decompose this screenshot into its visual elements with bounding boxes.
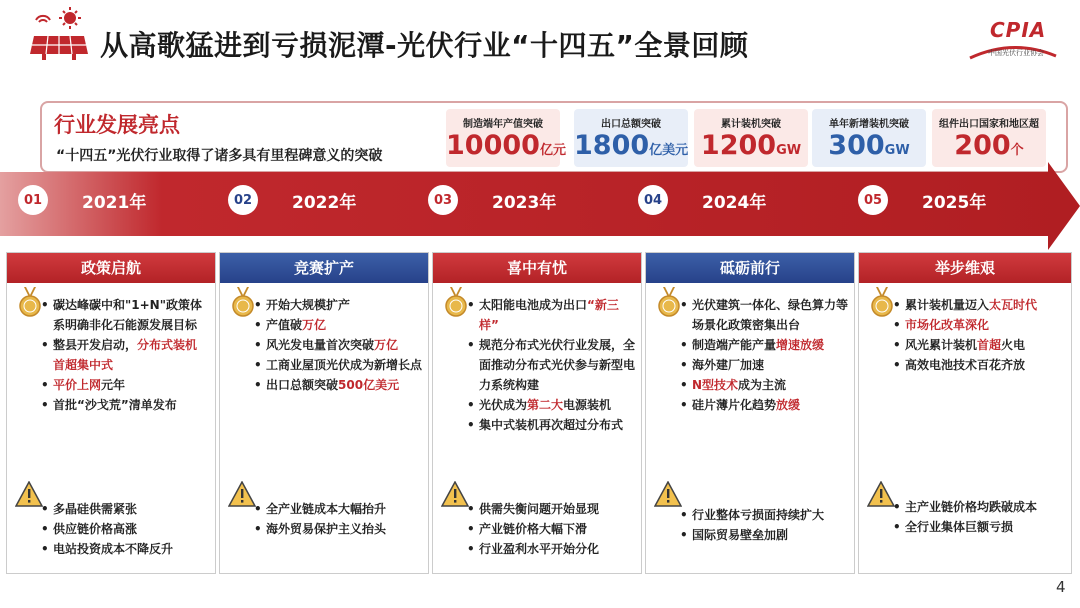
item-text: 制造端产能产量 [692, 338, 777, 352]
column-heading: 竞赛扩产 [220, 253, 428, 283]
column-heading: 砥砺前行 [646, 253, 854, 283]
item-text: 太阳能电池成为出口 [479, 298, 588, 312]
item-text: 供应链价格高涨 [53, 522, 138, 536]
positive-item [41, 335, 209, 375]
item-text: 光伏建筑一体化、绿色算力等场景化政策密集出台 [692, 298, 849, 332]
item-text: 集中式装机再次超过分布式 [479, 418, 624, 432]
stat-value: 300GW [828, 130, 910, 161]
item-text: 规范分布式光伏行业发展，全面推动分布式光伏参与新型电力系统构建 [479, 338, 636, 392]
positive-item [467, 295, 635, 335]
org-logo-text: CPIA [990, 18, 1047, 42]
negative-item [680, 505, 848, 525]
highlight-text: 分布式装机首超集中式 [53, 338, 198, 372]
negative-item [893, 517, 1065, 537]
timeline-item-2024 [638, 186, 766, 214]
positive-item [254, 335, 422, 355]
positive-item [893, 355, 1065, 375]
year-number-badge: 01 [18, 185, 48, 215]
positive-item [680, 355, 848, 375]
item-text: 国际贸易壁垒加剧 [692, 528, 789, 542]
item-text: 电源装机 [563, 398, 612, 412]
highlight-text: 首超 [977, 338, 1002, 352]
item-text: 风光发电量首次突破 [266, 338, 375, 352]
positive-item [41, 375, 209, 395]
timeline-item-2022 [228, 186, 356, 214]
negative-item [893, 497, 1065, 517]
negative-list [893, 497, 1065, 537]
year-label: 2022年 [292, 192, 357, 213]
positive-item [467, 335, 635, 395]
column-2022 [219, 252, 429, 574]
positive-item [680, 375, 848, 395]
item-text: 火电 [1001, 338, 1026, 352]
item-text: 多晶硅供需紧张 [53, 502, 138, 516]
stat-cumulative-capacity [694, 109, 808, 167]
item-text: 供需失衡问题开始显现 [479, 502, 600, 516]
stat-label: 制造端年产值突破 [463, 119, 543, 130]
solar-panel-sun-icon [28, 6, 90, 62]
negative-item [41, 499, 209, 519]
item-text: 成为主流 [738, 378, 787, 392]
year-number-badge: 03 [428, 185, 458, 215]
positive-item [680, 395, 848, 415]
highlight-text: 放缓 [776, 398, 801, 412]
stat-value: 1200GW [700, 130, 802, 161]
item-text: 全行业集体巨额亏损 [905, 520, 1014, 534]
stat-value: 10000亿元 [446, 130, 566, 161]
positive-item [41, 295, 209, 335]
stat-export-countries [932, 109, 1046, 167]
column-2021 [6, 252, 216, 574]
item-text: 全产业链成本大幅抬升 [266, 502, 387, 516]
negative-item [254, 519, 422, 539]
item-text: 行业盈利水平开始分化 [479, 542, 600, 556]
positive-list [41, 295, 209, 415]
item-text: 海外贸易保护主义抬头 [266, 522, 387, 536]
page-title: 从高歌猛进到亏损泥潭-光伏行业“十四五”全景回顾 [100, 29, 749, 62]
column-2024 [645, 252, 855, 574]
negative-item [467, 519, 635, 539]
positive-item [893, 315, 1065, 335]
highlight-text: N型技术 [692, 378, 739, 392]
item-text: 工商业屋顶光伏成为新增长点 [266, 358, 423, 372]
column-2025 [858, 252, 1072, 574]
org-name: 中国光伏行业协会 [988, 49, 1044, 57]
negative-list [41, 499, 209, 559]
year-label: 2023年 [492, 192, 557, 213]
item-text: 行业整体亏损面持续扩大 [692, 508, 825, 522]
positive-item [254, 375, 422, 395]
highlight-text: 第二大 [527, 398, 564, 412]
stat-annual-new-capacity [812, 109, 926, 167]
positive-item [893, 335, 1065, 355]
stat-value: 1800亿美元 [574, 130, 689, 161]
medal-icon [443, 287, 469, 317]
timeline-item-2025 [858, 186, 986, 214]
item-text: 海外建厂加速 [692, 358, 765, 372]
timeline-item-2023 [428, 186, 556, 214]
stat-label: 累计装机突破 [721, 119, 781, 130]
warning-icon [228, 481, 256, 507]
warning-icon [15, 481, 43, 507]
column-2023 [432, 252, 642, 574]
negative-item [467, 539, 635, 559]
item-text: 产值破 [266, 318, 303, 332]
negative-item [467, 499, 635, 519]
item-text: 开始大规模扩产 [266, 298, 351, 312]
positive-item [893, 295, 1065, 315]
year-label: 2021年 [82, 192, 147, 213]
column-heading: 政策启航 [7, 253, 215, 283]
highlight-text: 太瓦时代 [989, 298, 1038, 312]
year-number-badge: 02 [228, 185, 258, 215]
timeline-item-2021 [18, 186, 146, 214]
stat-production-value [446, 109, 566, 167]
year-label: 2025年 [922, 192, 987, 213]
item-text: 光伏成为 [479, 398, 528, 412]
medal-icon [230, 287, 256, 317]
positive-list [467, 295, 635, 435]
negative-item [41, 519, 209, 539]
medal-icon [656, 287, 682, 317]
positive-item [254, 315, 422, 335]
item-text: 累计装机量迈入 [905, 298, 990, 312]
warning-icon [654, 481, 682, 507]
positive-item [680, 335, 848, 355]
highlights-description: “十四五”光伏行业取得了诸多具有里程碑意义的突破 [56, 148, 383, 164]
column-heading: 举步维艰 [859, 253, 1071, 283]
stat-label: 单年新增装机突破 [829, 119, 909, 130]
column-heading: 喜中有忧 [433, 253, 641, 283]
item-text: 元年 [101, 378, 126, 392]
positive-item [680, 295, 848, 335]
positive-list [893, 295, 1065, 375]
highlights-title: 行业发展亮点 [54, 113, 180, 137]
year-label: 2024年 [702, 192, 767, 213]
positive-item [254, 295, 422, 315]
positive-list [254, 295, 422, 395]
negative-list [467, 499, 635, 559]
positive-item [41, 395, 209, 415]
year-number-badge: 04 [638, 185, 668, 215]
item-text: 电站投资成本不降反升 [53, 542, 174, 556]
item-text: 主产业链价格均跌破成本 [905, 500, 1038, 514]
negative-item [41, 539, 209, 559]
highlight-text: 市场化改革深化 [905, 318, 990, 332]
positive-item [254, 355, 422, 375]
medal-icon [869, 287, 895, 317]
highlight-text: 增速放缓 [776, 338, 825, 352]
warning-icon [867, 481, 895, 507]
highlight-text: 500亿美元 [338, 378, 400, 392]
positive-item [467, 415, 635, 435]
item-text: 高效电池技术百花齐放 [905, 358, 1026, 372]
negative-list [680, 505, 848, 545]
item-text: 产业链价格大幅下滑 [479, 522, 588, 536]
negative-item [680, 525, 848, 545]
positive-list [680, 295, 848, 415]
warning-icon [441, 481, 469, 507]
highlight-text: 万亿 [374, 338, 399, 352]
highlight-text: 万亿 [302, 318, 327, 332]
year-number-badge: 05 [858, 185, 888, 215]
stat-label: 出口总额突破 [601, 119, 661, 130]
stat-label: 组件出口国家和地区超 [939, 119, 1039, 130]
stat-export-value [574, 109, 688, 167]
item-text: 整县开发启动， [53, 338, 138, 352]
negative-list [254, 499, 422, 539]
item-text: 出口总额突破 [266, 378, 339, 392]
stat-value: 200个 [954, 130, 1024, 161]
highlight-text: “新三样” [479, 298, 619, 332]
page-number: 4 [1056, 578, 1066, 596]
item-text: 碳达峰碳中和"1+N"政策体系明确非化石能源发展目标 [53, 298, 202, 332]
highlight-text: 平价上网 [53, 378, 102, 392]
item-text: 风光累计装机 [905, 338, 978, 352]
positive-item [467, 395, 635, 415]
medal-icon [17, 287, 43, 317]
item-text: 首批“沙戈荒”清单发布 [53, 398, 177, 412]
negative-item [254, 499, 422, 519]
item-text: 硅片薄片化趋势 [692, 398, 777, 412]
header [0, 0, 1080, 92]
